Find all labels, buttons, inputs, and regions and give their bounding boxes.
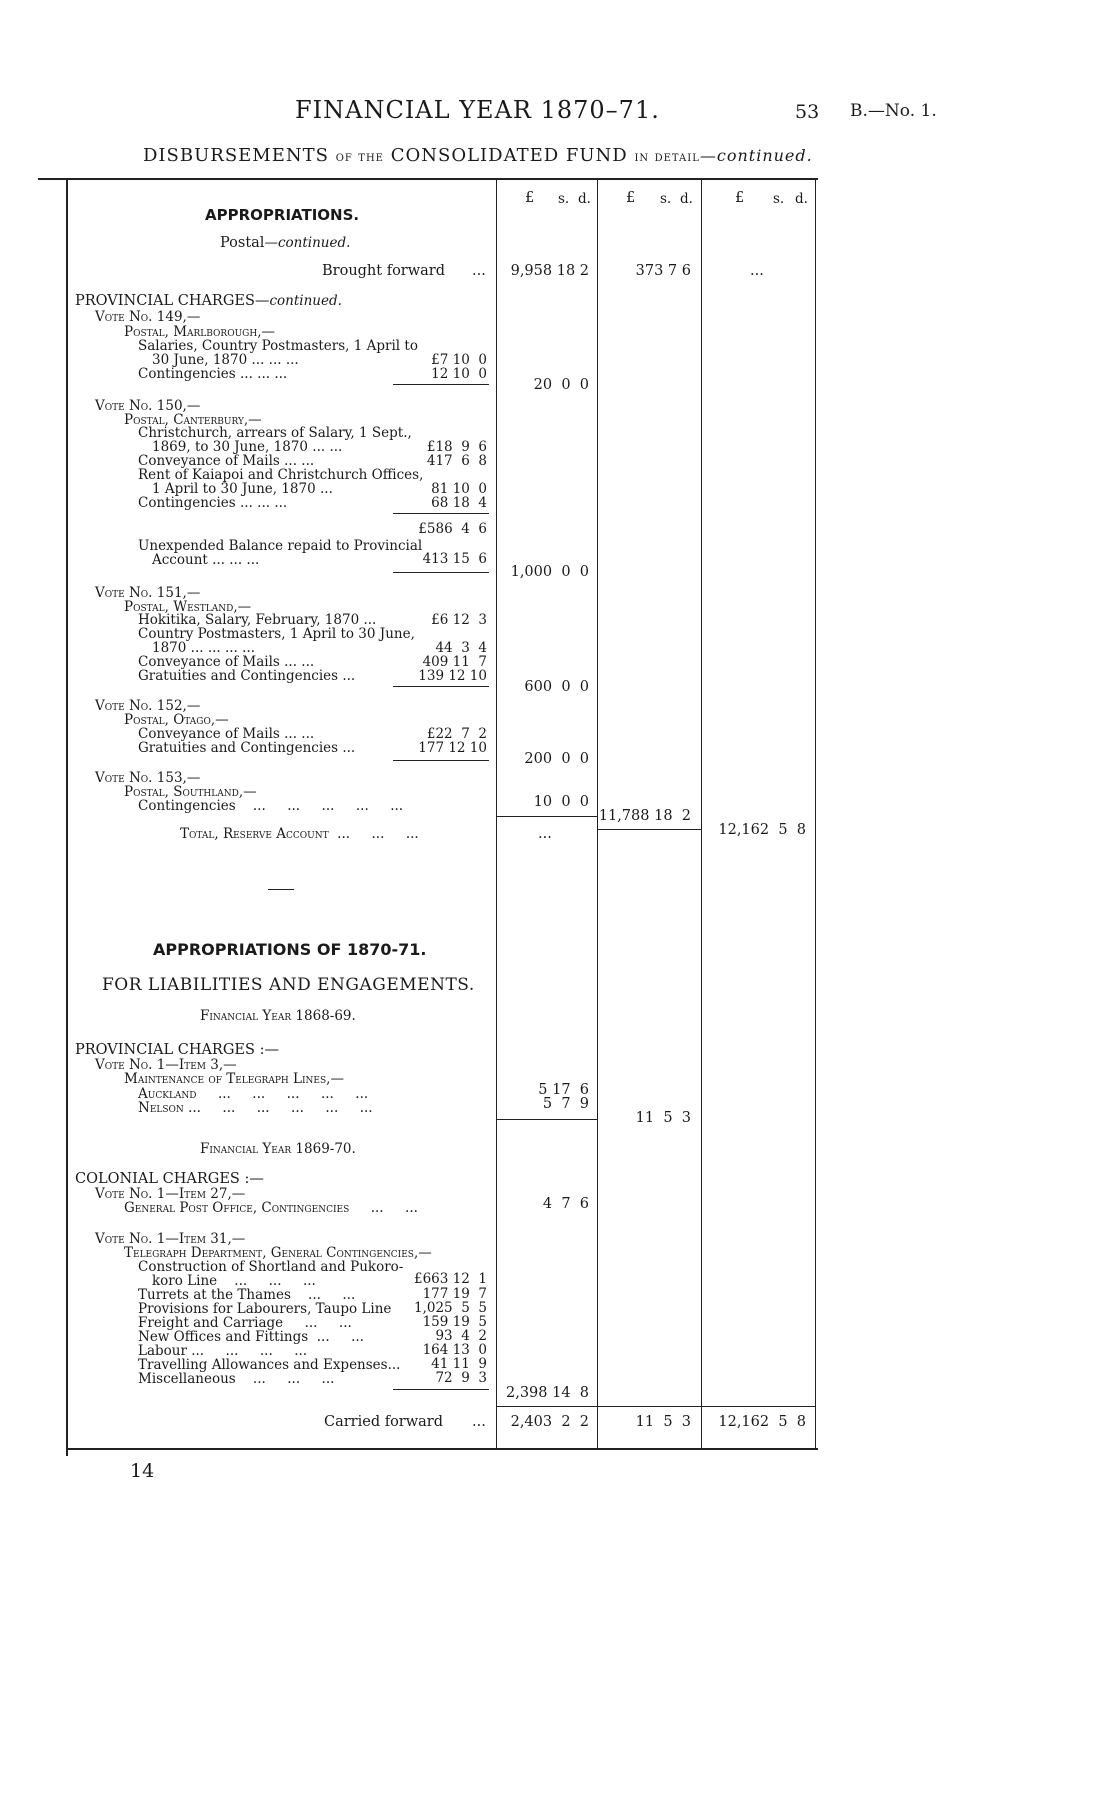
section-heading: APPROPRIATIONS.	[205, 206, 360, 224]
subtotal-amount: £586 4 6	[418, 521, 487, 537]
sum-rule	[496, 816, 597, 817]
line-item: Account ... ... ...	[152, 552, 260, 568]
line-amount: 1,025 5 5	[414, 1300, 487, 1316]
brought-forward-col1: 9,958 18 2	[510, 263, 589, 279]
sum-rule	[393, 513, 489, 514]
line-amount: 159 19 5	[422, 1314, 487, 1330]
leader-dots: ...	[472, 1414, 486, 1430]
line-item: Salaries, Country Postmasters, 1 April to	[138, 338, 418, 354]
vote-name: Maintenance of Telegraph Lines,—	[124, 1071, 344, 1087]
vote-name: Postal, Southland,—	[124, 784, 257, 800]
sum-rule	[393, 384, 489, 385]
line-amount: 409 11 7	[422, 654, 487, 670]
financial-year-label: Financial Year 1869-70.	[200, 1141, 356, 1157]
line-amount: £18 9 6	[426, 439, 487, 455]
vote-total: 20 0 0	[533, 377, 589, 393]
line-amount: 68 18 4	[431, 495, 487, 511]
sum-rule	[393, 572, 489, 573]
line-item: Turrets at the Thames ... ...	[138, 1287, 356, 1303]
column-divider	[701, 178, 702, 1448]
col-header-pound: £	[626, 190, 636, 206]
line-amount: 44 3 4	[435, 640, 487, 656]
heading-cont: continued.	[269, 293, 342, 309]
line-item: Rent of Kaiapoi and Christchurch Offices,	[138, 467, 424, 483]
line-amount: 177 12 10	[418, 740, 487, 756]
vote-name: Telegraph Department, General Contingencies,—	[124, 1245, 432, 1261]
vote-label: Vote No. 1—Item 27,—	[95, 1186, 246, 1202]
column-total: 11,788 18 2	[598, 808, 691, 824]
line-item: Conveyance of Mails ... ...	[138, 726, 315, 742]
document-reference: B.—No. 1.	[850, 101, 937, 121]
line-amount: 413 15 6	[422, 551, 487, 567]
line-item: Contingencies ... ... ... ... ...	[138, 798, 404, 814]
subtitle-part: of the	[335, 149, 384, 165]
vote-label: Vote No. 151,—	[95, 585, 201, 601]
line-amount: £663 12 1	[414, 1271, 487, 1287]
column-subtotal: 11 5 3	[635, 1110, 691, 1126]
line-item: Contingencies ... ... ...	[138, 366, 288, 382]
vote-label: Vote No. 1—Item 3,—	[95, 1057, 237, 1073]
line-amount: 5 17 6	[538, 1082, 589, 1098]
provincial-charges-heading	[75, 293, 342, 309]
vote-label: Vote No. 152,—	[95, 698, 201, 714]
col-header-d: d.	[680, 191, 693, 207]
col-header-d: d.	[795, 191, 808, 207]
carried-forward-col1: 2,403 2 2	[510, 1414, 589, 1430]
line-item: Country Postmasters, 1 April to 30 June,	[138, 626, 415, 642]
vote-total: 10 0 0	[533, 794, 589, 810]
line-item: Freight and Carriage ... ...	[138, 1315, 352, 1331]
page-title: FINANCIAL YEAR 1870–71.	[295, 96, 660, 124]
line-item: 1870 ... ... ... ...	[152, 640, 256, 656]
subtitle-part: in detail	[634, 149, 700, 165]
line-item: Conveyance of Mails ... ...	[138, 453, 315, 469]
sum-rule	[496, 1119, 597, 1120]
col-header-pound: £	[735, 190, 745, 206]
line-item: 1869, to 30 June, 1870 ... ...	[152, 439, 343, 455]
line-item: General Post Office, Contingencies ... ...	[124, 1200, 418, 1216]
leader-dots: ...	[472, 263, 486, 279]
line-item: Hokitika, Salary, February, 1870 ...	[138, 612, 377, 628]
line-amount: 139 12 10	[418, 668, 487, 684]
line-amount: £22 7 2	[426, 726, 487, 742]
line-amount: 417 6 8	[426, 453, 487, 469]
vote-total: 2,398 14 8	[505, 1385, 589, 1401]
total-reserve-col1: ...	[538, 826, 552, 842]
section-subheading: FOR LIABILITIES AND ENGAGEMENTS.	[102, 975, 475, 995]
vote-label: Vote No. 1—Item 31,—	[95, 1231, 246, 1247]
line-item: Gratuities and Contingencies ...	[138, 668, 356, 684]
line-item: Gratuities and Contingencies ...	[138, 740, 356, 756]
line-amount: 41 11 9	[431, 1356, 487, 1372]
provincial-charges-heading: PROVINCIAL CHARGES :—	[75, 1042, 279, 1058]
line-amount: 4 7 6	[542, 1196, 589, 1212]
line-item: Contingencies ... ... ...	[138, 495, 288, 511]
financial-year-label: Financial Year 1868-69.	[200, 1008, 356, 1024]
subheading-cont: —continued.	[264, 235, 351, 251]
vote-label: Vote No. 149,—	[95, 309, 201, 325]
line-item: 30 June, 1870 ... ... ...	[152, 352, 299, 368]
line-item: Auckland ... ... ... ... ...	[138, 1086, 369, 1102]
vote-label: Vote No. 153,—	[95, 770, 201, 786]
line-amount: £7 10 0	[431, 352, 487, 368]
line-item: Christchurch, arrears of Salary, 1 Sept.,	[138, 425, 412, 441]
vote-name: Postal, Canterbury,—	[124, 412, 262, 428]
vote-total: 200 0 0	[524, 751, 589, 767]
total-reserve-label: Total, Reserve Account ... ... ...	[180, 826, 419, 842]
vote-label: Vote No. 150,—	[95, 398, 201, 414]
sheet-number: 14	[130, 1460, 155, 1482]
line-amount: £6 12 3	[431, 612, 487, 628]
subtitle-part: —continued.	[699, 146, 813, 165]
sum-rule	[701, 1406, 815, 1407]
col-header-pound: £	[525, 190, 535, 206]
col-header-d: d.	[578, 191, 591, 207]
section-divider	[268, 889, 294, 890]
column-divider	[496, 178, 497, 1448]
column-divider	[815, 178, 816, 1448]
line-item: Construction of Shortland and Pukoro-	[138, 1259, 404, 1275]
line-item: koro Line ... ... ...	[152, 1273, 316, 1289]
subheading-text: Postal	[220, 235, 265, 251]
line-item: Provisions for Labourers, Taupo Line	[138, 1301, 392, 1317]
sum-rule	[597, 829, 701, 830]
carried-forward-col3: 12,162 5 8	[718, 1414, 806, 1430]
carried-forward-label: Carried forward	[324, 1414, 444, 1430]
col-header-s: s.	[660, 191, 672, 207]
sum-rule	[496, 1406, 597, 1407]
line-amount: 5 7 9	[542, 1096, 589, 1112]
section-heading: APPROPRIATIONS OF 1870-71.	[153, 940, 427, 959]
vote-name: Postal, Marlborough,—	[124, 324, 276, 340]
line-item: 1 April to 30 June, 1870 ...	[152, 481, 333, 497]
line-amount: 81 10 0	[431, 481, 487, 497]
sum-rule	[597, 1406, 701, 1407]
page-subtitle	[143, 145, 813, 166]
total-reserve-col3: 12,162 5 8	[718, 822, 806, 838]
line-amount: 177 19 7	[422, 1286, 487, 1302]
sum-rule	[393, 1389, 489, 1390]
sum-rule	[393, 686, 489, 687]
vote-total: 600 0 0	[524, 679, 589, 695]
line-amount: 72 9 3	[435, 1370, 487, 1386]
brought-forward-col3: ...	[750, 263, 764, 279]
subtitle-part: DISBURSEMENTS	[143, 145, 329, 166]
line-item: Unexpended Balance repaid to Provincial	[138, 538, 423, 554]
line-amount: 93 4 2	[435, 1328, 487, 1344]
table-left-rule	[66, 178, 68, 1456]
brought-forward-label: Brought forward	[322, 263, 446, 279]
subtitle-part: CONSOLIDATED FUND	[390, 145, 628, 166]
line-amount: 12 10 0	[431, 366, 487, 382]
col-header-s: s.	[558, 191, 570, 207]
heading-text: PROVINCIAL CHARGES—	[75, 293, 270, 309]
page-number: 53	[795, 101, 820, 123]
line-amount: 164 13 0	[422, 1342, 487, 1358]
section-subheading	[220, 235, 350, 251]
colonial-charges-heading: COLONIAL CHARGES :—	[75, 1171, 264, 1187]
vote-name: Postal, Otago,—	[124, 712, 229, 728]
vote-total: 1,000 0 0	[510, 564, 589, 580]
line-item: Nelson ... ... ... ... ... ...	[138, 1100, 373, 1116]
col-header-s: s.	[773, 191, 785, 207]
line-item: Travelling Allowances and Expenses...	[138, 1357, 401, 1373]
line-item: New Offices and Fittings ... ...	[138, 1329, 364, 1345]
sum-rule	[393, 760, 489, 761]
brought-forward-col2: 373 7 6	[635, 263, 691, 279]
vote-name: Postal, Westland,—	[124, 599, 252, 615]
line-item: Conveyance of Mails ... ...	[138, 654, 315, 670]
line-item: Miscellaneous ... ... ...	[138, 1371, 335, 1387]
table-bottom-rule	[66, 1448, 818, 1450]
line-item: Labour ... ... ... ...	[138, 1343, 308, 1359]
carried-forward-col2: 11 5 3	[635, 1414, 691, 1430]
